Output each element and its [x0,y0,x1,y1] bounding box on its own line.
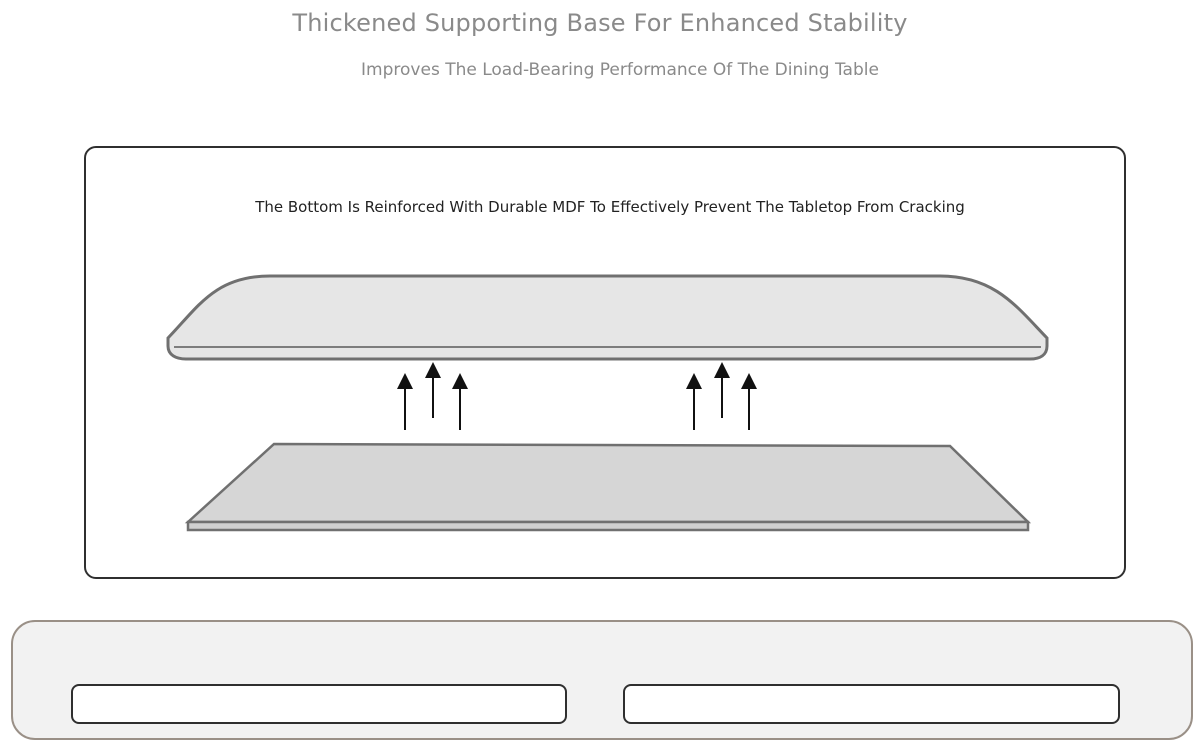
lower-feature-tile-left [71,684,567,724]
page-subtitle: Improves The Load-Bearing Performance Of The Dining Table [361,60,879,80]
feature-caption: The Bottom Is Reinforced With Durable MDF To Effectively Prevent The Tabletop From Cracking [255,198,965,216]
lower-feature-tile-right [623,684,1120,724]
page-title: Thickened Supporting Base For Enhanced Stability [292,9,908,37]
